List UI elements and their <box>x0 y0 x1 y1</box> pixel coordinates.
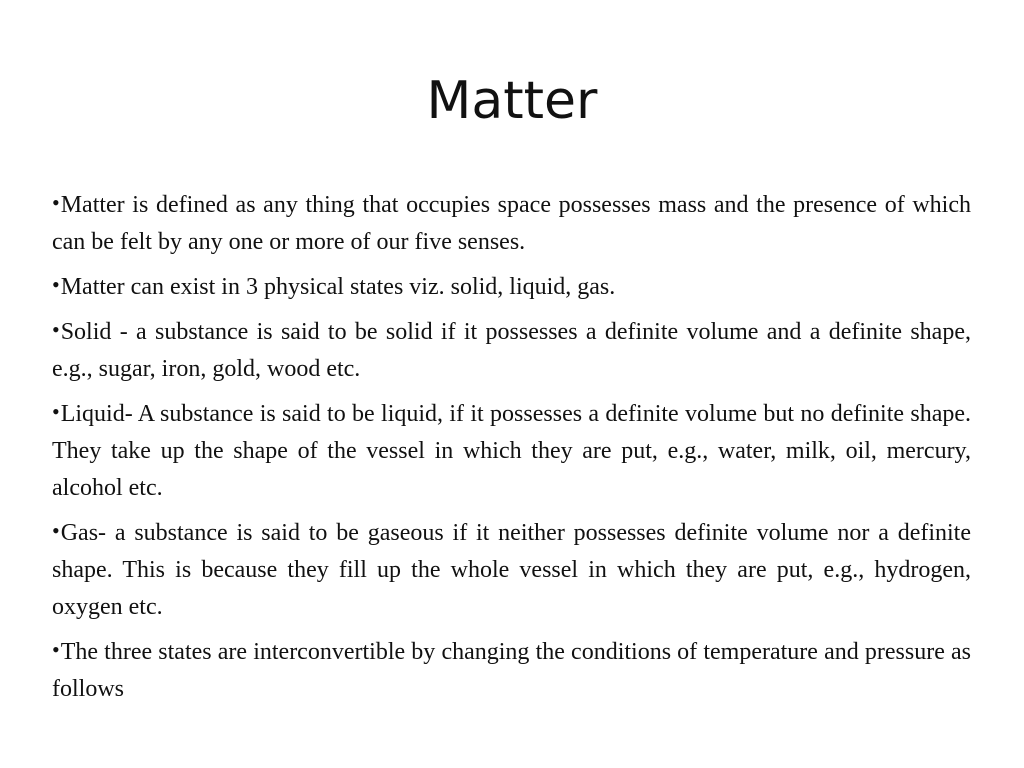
bullet-item <box>52 311 971 388</box>
bullet-icon: • <box>52 518 60 543</box>
bullet-item <box>52 393 971 507</box>
slide-title: Matter <box>426 71 598 131</box>
bullet-item <box>52 512 971 626</box>
bullet-item <box>52 266 971 306</box>
bullet-text: Gas- a substance is said to be gaseous if it neither possesses definite volume nor a definite shape. This is because they fill up the whole vessel in which they are put, e.g., hydrogen, oxygen etc. <box>52 520 971 620</box>
bullet-text: Solid - a substance is said to be solid if it possesses a definite volume and a definite shape, e.g., sugar, iron, gold, wood etc. <box>52 319 971 382</box>
bullet-icon: • <box>52 317 60 342</box>
bullet-text: The three states are interconvertible by changing the conditions of temperature and pressure as follows <box>52 639 971 702</box>
bullet-text: Liquid- A substance is said to be liquid, if it possesses a definite volume but no definite shape. They take up the shape of the vessel in which they are put, e.g., water, milk, oil, mercury, alcohol etc. <box>52 401 971 501</box>
bullet-icon: • <box>52 272 60 297</box>
bullet-icon: • <box>52 637 60 662</box>
bullet-text: Matter can exist in 3 physical states viz. solid, liquid, gas. <box>60 274 616 300</box>
bullet-text: Matter is defined as any thing that occupies space possesses mass and the presence of which can be felt by any one or more of our five senses. <box>52 192 971 255</box>
bullet-item <box>52 631 971 708</box>
bullet-list <box>52 184 971 713</box>
bullet-item <box>52 184 971 261</box>
bullet-icon: • <box>52 190 60 215</box>
bullet-icon: • <box>52 399 60 424</box>
